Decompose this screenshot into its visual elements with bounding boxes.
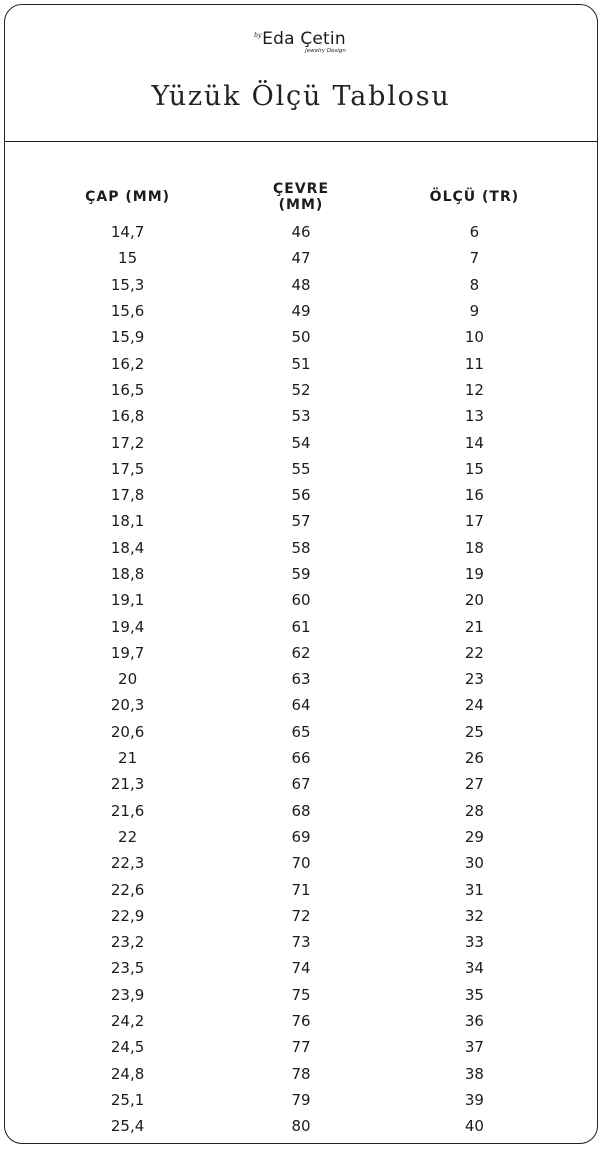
table-row	[5, 666, 597, 692]
diameter-cell: 21	[118, 749, 138, 768]
column-header-size: ÖLÇÜ (TR)	[429, 189, 520, 205]
circumference-cell: 69	[291, 827, 311, 846]
table-row	[5, 429, 597, 455]
size-cell: 37	[464, 1038, 484, 1057]
circumference-cell: 64	[291, 696, 311, 715]
table-row	[5, 903, 597, 929]
table-row	[5, 640, 597, 666]
table-row	[5, 508, 597, 534]
size-cell: 22	[464, 643, 484, 662]
diameter-cell: 23,5	[110, 959, 145, 978]
circumference-cell: 49	[291, 302, 311, 321]
table-row	[5, 535, 597, 561]
size-cell: 20	[464, 591, 484, 610]
circumference-cell: 66	[291, 749, 311, 768]
column-header-diameter: ÇAP (MM)	[85, 189, 171, 205]
size-cell: 28	[464, 801, 484, 820]
size-cell: 36	[464, 1012, 484, 1031]
circumference-cell: 50	[291, 328, 311, 347]
size-cell: 13	[464, 407, 484, 426]
size-cell: 15	[464, 459, 484, 478]
size-cell: 16	[464, 486, 484, 505]
table-row	[5, 824, 597, 850]
table-row	[5, 719, 597, 745]
circumference-cell: 59	[291, 565, 311, 583]
table-row	[5, 245, 597, 271]
size-cell: 12	[464, 380, 484, 399]
size-cell: 14	[464, 433, 484, 452]
size-cell: 29	[464, 827, 484, 846]
circumference-cell: 61	[291, 617, 311, 636]
circumference-cell: 71	[291, 880, 311, 899]
diameter-cell: 23,2	[110, 933, 145, 952]
circumference-cell: 47	[291, 249, 311, 268]
size-cell: 24	[464, 696, 484, 715]
size-cell: 10	[464, 328, 484, 347]
circumference-cell: 77	[291, 1038, 311, 1057]
diameter-cell: 16,5	[110, 380, 145, 399]
diameter-cell: 22,3	[110, 854, 145, 873]
size-cell: 33	[464, 933, 484, 952]
circumference-cell: 54	[291, 433, 311, 452]
diameter-cell: 14,7	[110, 223, 145, 242]
size-cell: 32	[464, 906, 484, 925]
circumference-cell: 68	[291, 801, 311, 820]
table-row	[5, 745, 597, 771]
circumference-cell: 46	[291, 223, 311, 242]
diameter-cell: 20,3	[110, 696, 145, 715]
diameter-cell: 24,8	[110, 1064, 145, 1083]
table-row	[5, 482, 597, 508]
diameter-cell: 20	[118, 670, 138, 689]
size-cell: 23	[464, 670, 484, 689]
diameter-cell: 16,2	[110, 354, 145, 373]
table-row	[5, 561, 597, 587]
table-row	[5, 298, 597, 324]
circumference-cell: 78	[291, 1064, 311, 1083]
table-row	[5, 876, 597, 902]
diameter-cell: 22,9	[110, 906, 145, 925]
table-row	[5, 798, 597, 824]
diameter-cell: 24,2	[110, 1012, 145, 1031]
size-cell: 8	[469, 275, 480, 294]
circumference-cell: 70	[291, 854, 311, 873]
circumference-cell: 67	[291, 775, 311, 794]
table-row	[5, 403, 597, 429]
diameter-cell: 25,4	[110, 1117, 145, 1136]
circumference-cell: 48	[291, 275, 311, 294]
table-row	[5, 771, 597, 797]
table-row	[5, 377, 597, 403]
table-row	[5, 982, 597, 1008]
circumference-cell: 52	[291, 380, 311, 399]
table-row	[5, 850, 597, 876]
table-row	[5, 1087, 597, 1113]
circumference-cell: 55	[291, 459, 311, 478]
diameter-cell: 17,2	[110, 433, 145, 452]
circumference-cell: 73	[291, 933, 311, 952]
table-row	[5, 272, 597, 298]
table-row	[5, 456, 597, 482]
table-header-row	[5, 181, 597, 213]
table-row	[5, 1008, 597, 1034]
table-row	[5, 587, 597, 613]
diameter-cell: 15,9	[110, 328, 145, 347]
table-row	[5, 1113, 597, 1139]
table-row	[5, 219, 597, 245]
circumference-cell: 72	[291, 906, 311, 925]
table-row	[5, 1034, 597, 1060]
brand-name: Eda Çetin	[262, 29, 346, 49]
diameter-cell: 22,6	[110, 880, 145, 899]
circumference-cell: 57	[291, 512, 311, 531]
page-title: Yüzük Ölçü Tablosu	[151, 81, 451, 112]
size-cell: 27	[464, 775, 484, 794]
column-header-circumference: ÇEVRE (MM)	[272, 181, 330, 213]
size-cell: 7	[469, 249, 480, 268]
diameter-cell: 15,3	[110, 275, 145, 294]
circumference-cell: 58	[291, 538, 311, 557]
table-row	[5, 324, 597, 350]
size-cell: 31	[464, 880, 484, 899]
table-row	[5, 955, 597, 981]
circumference-cell: 74	[291, 959, 311, 978]
table-row	[5, 613, 597, 639]
size-table	[5, 181, 597, 1139]
circumference-cell: 62	[291, 643, 311, 662]
size-cell: 21	[464, 617, 484, 636]
table-row	[5, 692, 597, 718]
size-cell: 25	[464, 722, 484, 741]
size-cell: 40	[464, 1117, 484, 1136]
circumference-cell: 53	[291, 407, 311, 426]
circumference-cell: 76	[291, 1012, 311, 1031]
diameter-cell: 18,8	[110, 565, 145, 583]
brand-logo	[5, 29, 597, 63]
circumference-cell: 60	[291, 591, 311, 610]
size-cell: 39	[464, 1090, 484, 1109]
diameter-cell: 15,6	[110, 302, 145, 321]
diameter-cell: 19,1	[110, 591, 145, 610]
circumference-cell: 75	[291, 985, 311, 1004]
size-cell: 30	[464, 854, 484, 873]
diameter-cell: 17,8	[110, 486, 145, 505]
diameter-cell: 18,1	[110, 512, 145, 531]
brand-subtitle: Jewelry Design	[305, 48, 346, 54]
diameter-cell: 15	[118, 249, 138, 268]
size-cell: 9	[469, 302, 480, 321]
circumference-cell: 56	[291, 486, 311, 505]
size-cell: 38	[464, 1064, 484, 1083]
circumference-cell: 65	[291, 722, 311, 741]
diameter-cell: 22	[118, 827, 138, 846]
table-row	[5, 1061, 597, 1087]
circumference-cell: 63	[291, 670, 311, 689]
circumference-cell: 51	[291, 354, 311, 373]
size-cell: 11	[464, 354, 484, 373]
circumference-cell: 80	[291, 1117, 311, 1136]
table-row	[5, 929, 597, 955]
size-chart-card	[4, 4, 598, 1144]
diameter-cell: 17,5	[110, 459, 145, 478]
diameter-cell: 19,7	[110, 643, 145, 662]
table-body	[5, 219, 597, 1139]
size-cell: 26	[464, 749, 484, 768]
diameter-cell: 16,8	[110, 407, 145, 426]
diameter-cell: 20,6	[110, 722, 145, 741]
diameter-cell: 25,1	[110, 1090, 145, 1109]
circumference-cell: 79	[291, 1090, 311, 1109]
size-cell: 35	[464, 985, 484, 1004]
diameter-cell: 24,5	[110, 1038, 145, 1057]
diameter-cell: 19,4	[110, 617, 145, 636]
diameter-cell: 21,3	[110, 775, 145, 794]
header	[5, 5, 597, 142]
table-row	[5, 350, 597, 376]
size-cell: 34	[464, 959, 484, 978]
size-cell: 18	[464, 538, 484, 557]
size-cell: 17	[464, 512, 484, 531]
diameter-cell: 23,9	[110, 985, 145, 1004]
diameter-cell: 18,4	[110, 538, 145, 557]
size-cell: 19	[464, 565, 484, 583]
brand-by: by	[254, 32, 262, 39]
diameter-cell: 21,6	[110, 801, 145, 820]
size-cell: 6	[469, 223, 480, 242]
